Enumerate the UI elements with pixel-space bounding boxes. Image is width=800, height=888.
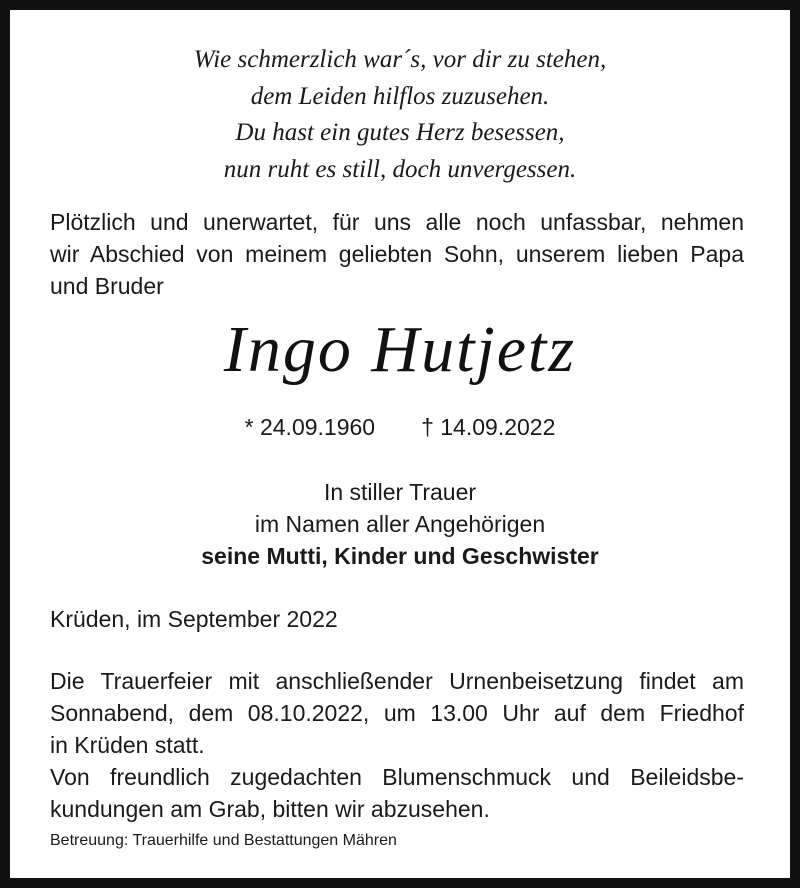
place-date: Krüden, im September 2022: [50, 606, 338, 632]
intro-text: [50, 206, 744, 302]
deceased-name: Ingo Hutjetz: [223, 313, 577, 386]
obituary-content: [38, 10, 762, 878]
funeral-notice: [50, 665, 744, 825]
funeral-line: kundungen am Grab, bitten wir abzusehen.: [50, 796, 490, 822]
birth-date: * 24.09.1960: [244, 414, 376, 440]
funeral-line: Die Trauerfeier mit anschließender Urnenbeisetzung findet am: [50, 668, 744, 694]
mourning-line: In stiller Trauer: [323, 479, 477, 505]
poem-line: Du hast ein gutes Herz besessen,: [235, 119, 565, 146]
mourning-block: [38, 476, 762, 572]
intro-line: und Bruder: [50, 273, 164, 299]
mourning-line: im Namen aller Angehörigen: [254, 511, 546, 537]
funeral-line: in Krüden statt.: [50, 732, 205, 758]
death-date: † 14.09.2022: [421, 414, 556, 440]
mourners: seine Mutti, Kinder und Geschwister: [201, 543, 599, 569]
life-dates: [38, 410, 762, 444]
funeral-line: Von freundlich zugedachten Blumenschmuck und Beileidsbe-: [50, 764, 744, 790]
intro-line: wir Abschied von meinem geliebten Sohn, unserem lieben Papa: [50, 241, 744, 267]
poem: [38, 42, 762, 188]
undertaker-credit: Betreuung: Trauerhilfe und Bestattungen Mähren: [50, 832, 397, 849]
poem-line: nun ruht es still, doch unvergessen.: [223, 155, 577, 183]
poem-line: dem Leiden hilflos zuzusehen.: [250, 82, 550, 110]
intro-line: Plötzlich und unerwartet, für uns alle noch unfassbar, nehmen: [50, 209, 744, 235]
funeral-line: Sonnabend, dem 08.10.2022, um 13.00 Uhr auf dem Friedhof: [50, 700, 744, 726]
poem-line: Wie schmerzlich war´s, vor dir zu stehen,: [193, 46, 607, 73]
